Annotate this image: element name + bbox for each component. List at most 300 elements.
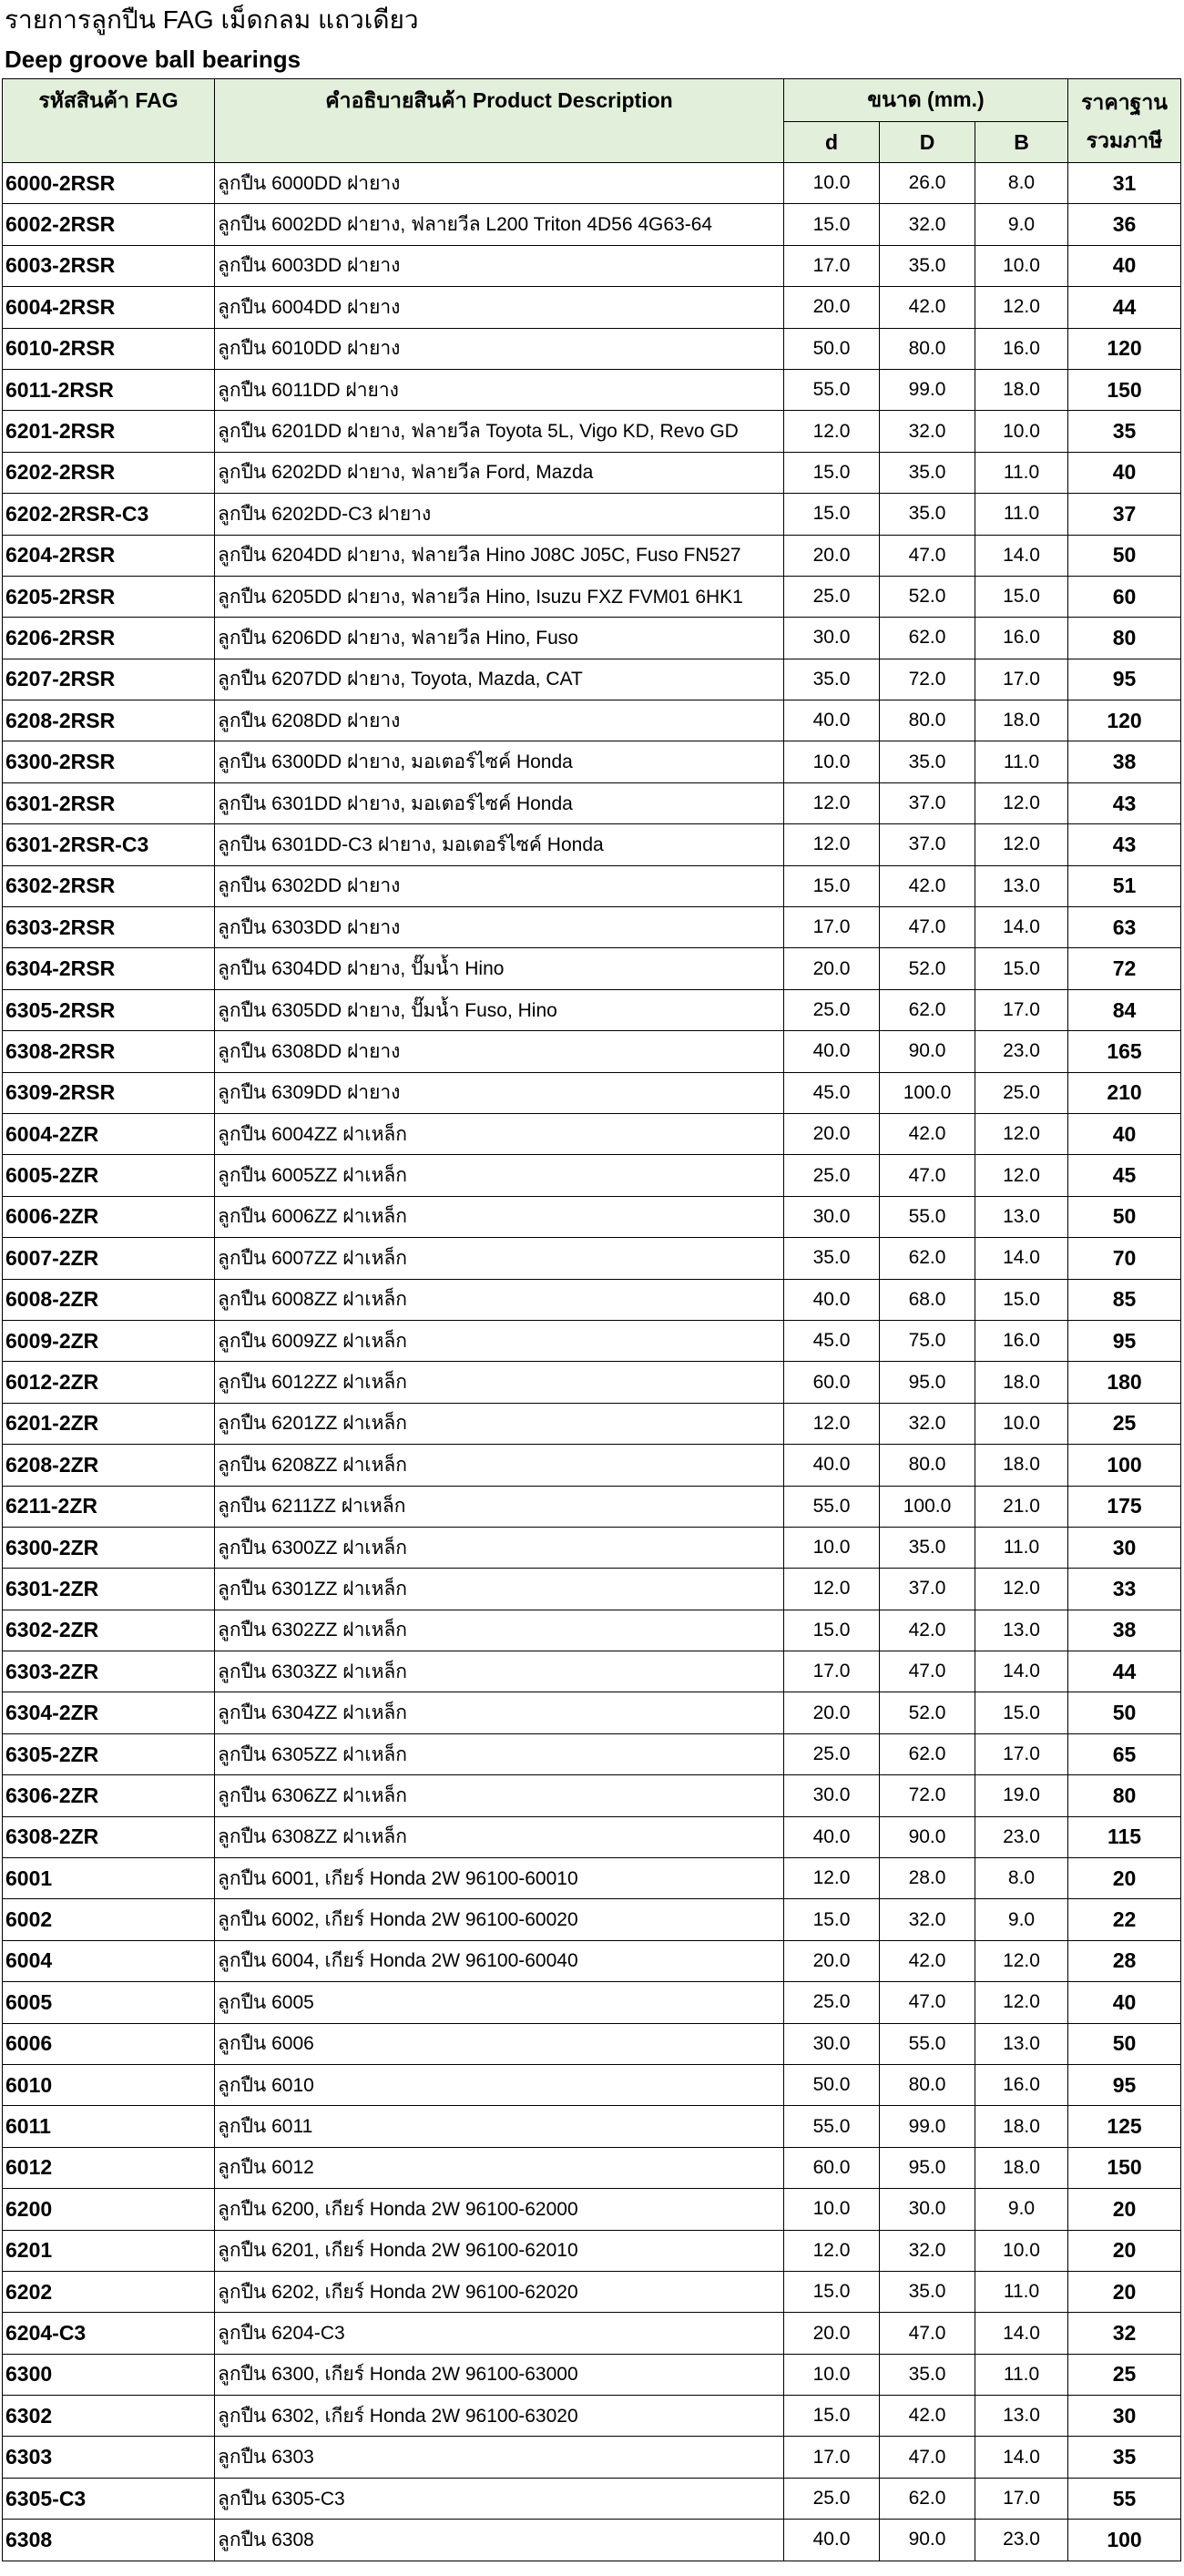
cell-code: 6303-2RSR: [3, 907, 215, 948]
cell-code: 6202-2RSR: [3, 452, 215, 493]
cell-description: ลูกปืน 6005: [215, 1982, 784, 2023]
table-row: [3, 1899, 1181, 1940]
table-row: [3, 245, 1181, 286]
table-row: [3, 824, 1181, 865]
cell-B: 11.0: [975, 741, 1068, 782]
cell-d: 20.0: [784, 1113, 880, 1154]
cell-price: 40: [1068, 452, 1181, 493]
cell-description: ลูกปืน 6208ZZ ฝาเหล็ก: [215, 1445, 784, 1486]
cell-price: 43: [1068, 782, 1181, 823]
table-row: [3, 1403, 1181, 1444]
cell-D: 95.0: [880, 1362, 975, 1403]
cell-code: 6000-2RSR: [3, 163, 215, 204]
cell-code: 6305-C3: [3, 2478, 215, 2519]
cell-code: 6300-2RSR: [3, 741, 215, 782]
table-row: [3, 411, 1181, 452]
cell-D: 35.0: [880, 1527, 975, 1568]
cell-code: 6008-2ZR: [3, 1279, 215, 1320]
cell-d: 20.0: [784, 1692, 880, 1733]
cell-code: 6004: [3, 1940, 215, 1981]
cell-d: 25.0: [784, 576, 880, 617]
cell-description: ลูกปืน 6006ZZ ฝาเหล็ก: [215, 1196, 784, 1237]
cell-description: ลูกปืน 6011DD ฝายาง: [215, 369, 784, 410]
cell-d: 15.0: [784, 2271, 880, 2312]
cell-D: 47.0: [880, 2313, 975, 2354]
table-row: [3, 1569, 1181, 1610]
cell-d: 10.0: [784, 163, 880, 204]
cell-D: 42.0: [880, 1113, 975, 1154]
cell-B: 16.0: [975, 328, 1068, 369]
cell-price: 30: [1068, 2396, 1181, 2437]
table-row: [3, 1320, 1181, 1361]
cell-description: ลูกปืน 6012ZZ ฝาเหล็ก: [215, 1362, 784, 1403]
cell-description: ลูกปืน 6012: [215, 2147, 784, 2188]
cell-price: 32: [1068, 2313, 1181, 2354]
cell-d: 50.0: [784, 328, 880, 369]
cell-price: 80: [1068, 618, 1181, 659]
cell-B: 21.0: [975, 1486, 1068, 1527]
cell-B: 16.0: [975, 1320, 1068, 1361]
cell-D: 62.0: [880, 989, 975, 1030]
cell-d: 20.0: [784, 2313, 880, 2354]
cell-d: 30.0: [784, 2023, 880, 2064]
cell-D: 35.0: [880, 741, 975, 782]
cell-code: 6204-C3: [3, 2313, 215, 2354]
cell-price: 165: [1068, 1031, 1181, 1072]
cell-price: 20: [1068, 2189, 1181, 2230]
cell-d: 17.0: [784, 2437, 880, 2478]
cell-description: ลูกปืน 6301DD-C3 ฝายาง, มอเตอร์ไซค์ Honda: [215, 824, 784, 865]
cell-code: 6202: [3, 2271, 215, 2312]
table-row: [3, 1196, 1181, 1237]
cell-D: 42.0: [880, 1940, 975, 1981]
table-row: [3, 2106, 1181, 2147]
cell-price: 44: [1068, 1651, 1181, 1692]
cell-d: 20.0: [784, 948, 880, 989]
cell-D: 42.0: [880, 1610, 975, 1651]
table-row: [3, 204, 1181, 245]
table-row: [3, 1445, 1181, 1486]
cell-description: ลูกปืน 6011: [215, 2106, 784, 2147]
cell-B: 23.0: [975, 1031, 1068, 1072]
table-row: [3, 2313, 1181, 2354]
cell-D: 62.0: [880, 618, 975, 659]
cell-D: 90.0: [880, 2520, 975, 2561]
cell-code: 6012-2ZR: [3, 1362, 215, 1403]
cell-B: 10.0: [975, 1403, 1068, 1444]
cell-description: ลูกปืน 6208DD ฝายาง: [215, 700, 784, 741]
cell-D: 47.0: [880, 907, 975, 948]
cell-price: 35: [1068, 2437, 1181, 2478]
cell-d: 12.0: [784, 782, 880, 823]
cell-code: 6002: [3, 1899, 215, 1940]
table-row: [3, 659, 1181, 700]
cell-B: 10.0: [975, 2230, 1068, 2271]
cell-code: 6208-2ZR: [3, 1445, 215, 1486]
cell-description: ลูกปืน 6201, เกียร์ Honda 2W 96100-62010: [215, 2230, 784, 2271]
header-B: B: [975, 122, 1068, 163]
cell-code: 6005: [3, 1982, 215, 2023]
cell-description: ลูกปืน 6306ZZ ฝาเหล็ก: [215, 1775, 784, 1816]
cell-code: 6002-2RSR: [3, 204, 215, 245]
cell-code: 6204-2RSR: [3, 535, 215, 576]
cell-description: ลูกปืน 6004, เกียร์ Honda 2W 96100-60040: [215, 1940, 784, 1981]
cell-code: 6304-2ZR: [3, 1692, 215, 1733]
cell-price: 25: [1068, 1403, 1181, 1444]
cell-B: 14.0: [975, 2313, 1068, 2354]
table-row: [3, 2478, 1181, 2519]
cell-code: 6308-2RSR: [3, 1031, 215, 1072]
cell-d: 35.0: [784, 1238, 880, 1279]
cell-code: 6004-2RSR: [3, 287, 215, 328]
cell-description: ลูกปืน 6202DD ฝายาง, ฟลายวีล Ford, Mazda: [215, 452, 784, 493]
cell-d: 12.0: [784, 2230, 880, 2271]
cell-price: 95: [1068, 2064, 1181, 2105]
cell-B: 12.0: [975, 1982, 1068, 2023]
cell-price: 85: [1068, 1279, 1181, 1320]
cell-D: 35.0: [880, 2354, 975, 2395]
table-body: [3, 163, 1181, 2561]
cell-code: 6003-2RSR: [3, 245, 215, 286]
header-d: d: [784, 122, 880, 163]
cell-D: 35.0: [880, 452, 975, 493]
cell-price: 22: [1068, 1899, 1181, 1940]
cell-D: 37.0: [880, 1569, 975, 1610]
cell-price: 50: [1068, 1692, 1181, 1733]
cell-code: 6006: [3, 2023, 215, 2064]
cell-B: 13.0: [975, 865, 1068, 906]
header-price-line2: รวมภาษี: [1086, 128, 1163, 152]
cell-code: 6211-2ZR: [3, 1486, 215, 1527]
cell-code: 6305-2ZR: [3, 1733, 215, 1774]
cell-price: 50: [1068, 2023, 1181, 2064]
cell-code: 6303: [3, 2437, 215, 2478]
cell-price: 33: [1068, 1569, 1181, 1610]
cell-B: 13.0: [975, 1196, 1068, 1237]
cell-D: 42.0: [880, 287, 975, 328]
cell-D: 28.0: [880, 1858, 975, 1899]
cell-B: 11.0: [975, 452, 1068, 493]
cell-description: ลูกปืน 6009ZZ ฝาเหล็ก: [215, 1320, 784, 1361]
table-row: [3, 287, 1181, 328]
cell-code: 6207-2RSR: [3, 659, 215, 700]
cell-code: 6301-2RSR: [3, 782, 215, 823]
header-size-group: ขนาด (mm.): [784, 79, 1068, 122]
cell-D: 68.0: [880, 1279, 975, 1320]
cell-d: 55.0: [784, 2106, 880, 2147]
cell-B: 15.0: [975, 576, 1068, 617]
cell-price: 120: [1068, 700, 1181, 741]
cell-B: 19.0: [975, 1775, 1068, 1816]
cell-D: 47.0: [880, 1651, 975, 1692]
cell-d: 15.0: [784, 865, 880, 906]
table-row: [3, 1072, 1181, 1113]
cell-B: 9.0: [975, 204, 1068, 245]
cell-B: 11.0: [975, 494, 1068, 535]
table-row: [3, 1279, 1181, 1320]
cell-D: 55.0: [880, 2023, 975, 2064]
cell-code: 6303-2ZR: [3, 1651, 215, 1692]
cell-D: 99.0: [880, 2106, 975, 2147]
cell-description: ลูกปืน 6302DD ฝายาง: [215, 865, 784, 906]
cell-code: 6306-2ZR: [3, 1775, 215, 1816]
cell-B: 17.0: [975, 2478, 1068, 2519]
table-row: [3, 1113, 1181, 1154]
cell-code: 6308-2ZR: [3, 1816, 215, 1857]
cell-D: 35.0: [880, 494, 975, 535]
header-code: รหัสสินค้า FAG: [3, 79, 215, 163]
cell-price: 40: [1068, 245, 1181, 286]
cell-code: 6300-2ZR: [3, 1527, 215, 1568]
cell-description: ลูกปืน 6003DD ฝายาง: [215, 245, 784, 286]
cell-price: 63: [1068, 907, 1181, 948]
cell-D: 80.0: [880, 2064, 975, 2105]
cell-description: ลูกปืน 6305DD ฝายาง, ปั๊มน้ำ Fuso, Hino: [215, 989, 784, 1030]
cell-d: 17.0: [784, 907, 880, 948]
cell-description: ลูกปืน 6201ZZ ฝาเหล็ก: [215, 1403, 784, 1444]
cell-description: ลูกปืน 6002, เกียร์ Honda 2W 96100-60020: [215, 1899, 784, 1940]
cell-D: 52.0: [880, 576, 975, 617]
table-header: [3, 79, 1181, 163]
cell-B: 12.0: [975, 782, 1068, 823]
cell-d: 15.0: [784, 2396, 880, 2437]
cell-price: 50: [1068, 1196, 1181, 1237]
cell-price: 175: [1068, 1486, 1181, 1527]
cell-B: 18.0: [975, 2147, 1068, 2188]
cell-description: ลูกปืน 6201DD ฝายาง, ฟลายวีล Toyota 5L, Vigo KD, Revo GD: [215, 411, 784, 452]
cell-d: 45.0: [784, 1072, 880, 1113]
cell-d: 12.0: [784, 1403, 880, 1444]
cell-D: 62.0: [880, 1238, 975, 1279]
cell-description: ลูกปืน 6308: [215, 2520, 784, 2561]
cell-description: ลูกปืน 6004DD ฝายาง: [215, 287, 784, 328]
cell-d: 40.0: [784, 1445, 880, 1486]
table-row: [3, 782, 1181, 823]
cell-description: ลูกปืน 6303DD ฝายาง: [215, 907, 784, 948]
cell-description: ลูกปืน 6000DD ฝายาง: [215, 163, 784, 204]
cell-d: 15.0: [784, 452, 880, 493]
cell-B: 18.0: [975, 369, 1068, 410]
cell-price: 125: [1068, 2106, 1181, 2147]
cell-D: 42.0: [880, 2396, 975, 2437]
page-title: รายการลูกปืน FAG เม็ดกลม แถวเดียว: [5, 5, 419, 34]
cell-description: ลูกปืน 6309DD ฝายาง: [215, 1072, 784, 1113]
cell-price: 20: [1068, 2271, 1181, 2312]
cell-price: 120: [1068, 328, 1181, 369]
table-row: [3, 328, 1181, 369]
cell-description: ลูกปืน 6301DD ฝายาง, มอเตอร์ไซค์ Honda: [215, 782, 784, 823]
cell-d: 25.0: [784, 1155, 880, 1196]
table-row: [3, 2520, 1181, 2561]
cell-price: 20: [1068, 2230, 1181, 2271]
cell-price: 80: [1068, 1775, 1181, 1816]
cell-D: 62.0: [880, 2478, 975, 2519]
cell-d: 15.0: [784, 204, 880, 245]
table-row: [3, 2271, 1181, 2312]
cell-d: 30.0: [784, 618, 880, 659]
cell-B: 25.0: [975, 1072, 1068, 1113]
cell-d: 30.0: [784, 1775, 880, 1816]
cell-description: ลูกปืน 6302ZZ ฝาเหล็ก: [215, 1610, 784, 1651]
cell-d: 10.0: [784, 2354, 880, 2395]
cell-D: 80.0: [880, 328, 975, 369]
cell-code: 6304-2RSR: [3, 948, 215, 989]
cell-D: 35.0: [880, 2271, 975, 2312]
cell-d: 35.0: [784, 659, 880, 700]
cell-d: 40.0: [784, 1816, 880, 1857]
cell-B: 18.0: [975, 1445, 1068, 1486]
page-subtitle: Deep groove ball bearings: [5, 46, 301, 73]
cell-B: 18.0: [975, 2106, 1068, 2147]
cell-price: 25: [1068, 2354, 1181, 2395]
table-row: [3, 576, 1181, 617]
cell-code: 6302-2RSR: [3, 865, 215, 906]
cell-price: 72: [1068, 948, 1181, 989]
table-row: [3, 700, 1181, 741]
cell-code: 6010-2RSR: [3, 328, 215, 369]
cell-price: 40: [1068, 1113, 1181, 1154]
cell-d: 15.0: [784, 1899, 880, 1940]
cell-code: 6006-2ZR: [3, 1196, 215, 1237]
cell-price: 55: [1068, 2478, 1181, 2519]
cell-description: ลูกปืน 6206DD ฝายาง, ฟลายวีล Hino, Fuso: [215, 618, 784, 659]
cell-code: 6004-2ZR: [3, 1113, 215, 1154]
table-row: [3, 2023, 1181, 2064]
cell-d: 15.0: [784, 1610, 880, 1651]
table-row: [3, 741, 1181, 782]
cell-B: 10.0: [975, 411, 1068, 452]
cell-D: 80.0: [880, 700, 975, 741]
cell-B: 17.0: [975, 659, 1068, 700]
cell-code: 6305-2RSR: [3, 989, 215, 1030]
table-row: [3, 2396, 1181, 2437]
cell-code: 6302-2ZR: [3, 1610, 215, 1651]
cell-code: 6011: [3, 2106, 215, 2147]
cell-description: ลูกปืน 6007ZZ ฝาเหล็ก: [215, 1238, 784, 1279]
cell-d: 30.0: [784, 1196, 880, 1237]
cell-price: 37: [1068, 494, 1181, 535]
cell-B: 13.0: [975, 2023, 1068, 2064]
cell-B: 12.0: [975, 1155, 1068, 1196]
cell-B: 13.0: [975, 1610, 1068, 1651]
cell-code: 6302: [3, 2396, 215, 2437]
cell-d: 15.0: [784, 494, 880, 535]
cell-description: ลูกปืน 6202DD-C3 ฝายาง: [215, 494, 784, 535]
cell-D: 47.0: [880, 1155, 975, 1196]
cell-D: 90.0: [880, 1816, 975, 1857]
cell-description: ลูกปืน 6204DD ฝายาง, ฟลายวีล Hino J08C J05C, Fuso FN527: [215, 535, 784, 576]
table-row: [3, 163, 1181, 204]
cell-D: 47.0: [880, 2437, 975, 2478]
cell-B: 16.0: [975, 618, 1068, 659]
cell-price: 84: [1068, 989, 1181, 1030]
table-row: [3, 1733, 1181, 1774]
cell-d: 12.0: [784, 1858, 880, 1899]
table-row: [3, 1155, 1181, 1196]
table-row: [3, 1362, 1181, 1403]
table-row: [3, 618, 1181, 659]
cell-code: 6202-2RSR-C3: [3, 494, 215, 535]
cell-B: 16.0: [975, 2064, 1068, 2105]
cell-code: 6205-2RSR: [3, 576, 215, 617]
cell-D: 37.0: [880, 824, 975, 865]
cell-price: 35: [1068, 411, 1181, 452]
cell-D: 52.0: [880, 1692, 975, 1733]
cell-code: 6012: [3, 2147, 215, 2188]
cell-d: 45.0: [784, 1320, 880, 1361]
cell-description: ลูกปืน 6006: [215, 2023, 784, 2064]
cell-description: ลูกปืน 6304ZZ ฝาเหล็ก: [215, 1692, 784, 1733]
cell-price: 30: [1068, 1527, 1181, 1568]
cell-d: 55.0: [784, 369, 880, 410]
cell-D: 32.0: [880, 1403, 975, 1444]
table-row: [3, 1692, 1181, 1733]
table-row: [3, 2064, 1181, 2105]
cell-price: 38: [1068, 1610, 1181, 1651]
cell-D: 35.0: [880, 245, 975, 286]
cell-description: ลูกปืน 6211ZZ ฝาเหล็ก: [215, 1486, 784, 1527]
table-row: [3, 1651, 1181, 1692]
cell-d: 25.0: [784, 989, 880, 1030]
cell-B: 9.0: [975, 2189, 1068, 2230]
cell-code: 6301-2ZR: [3, 1569, 215, 1610]
header-D: D: [880, 122, 975, 163]
table-row: [3, 369, 1181, 410]
cell-B: 14.0: [975, 535, 1068, 576]
cell-D: 32.0: [880, 1899, 975, 1940]
cell-d: 17.0: [784, 245, 880, 286]
cell-d: 10.0: [784, 1527, 880, 1568]
table-row: [3, 2189, 1181, 2230]
cell-B: 12.0: [975, 287, 1068, 328]
cell-price: 150: [1068, 369, 1181, 410]
cell-price: 60: [1068, 576, 1181, 617]
cell-d: 20.0: [784, 535, 880, 576]
cell-price: 100: [1068, 2520, 1181, 2561]
cell-d: 50.0: [784, 2064, 880, 2105]
cell-d: 25.0: [784, 2478, 880, 2519]
cell-B: 14.0: [975, 1238, 1068, 1279]
cell-d: 60.0: [784, 2147, 880, 2188]
cell-B: 15.0: [975, 1692, 1068, 1733]
cell-d: 12.0: [784, 1569, 880, 1610]
cell-D: 100.0: [880, 1072, 975, 1113]
cell-description: ลูกปืน 6308ZZ ฝาเหล็ก: [215, 1816, 784, 1857]
cell-code: 6010: [3, 2064, 215, 2105]
cell-D: 75.0: [880, 1320, 975, 1361]
cell-code: 6200: [3, 2189, 215, 2230]
cell-B: 18.0: [975, 700, 1068, 741]
cell-D: 32.0: [880, 204, 975, 245]
cell-code: 6007-2ZR: [3, 1238, 215, 1279]
cell-B: 11.0: [975, 1527, 1068, 1568]
cell-d: 25.0: [784, 1733, 880, 1774]
cell-d: 20.0: [784, 287, 880, 328]
cell-B: 12.0: [975, 1569, 1068, 1610]
cell-B: 12.0: [975, 824, 1068, 865]
table-row: [3, 494, 1181, 535]
cell-price: 51: [1068, 865, 1181, 906]
cell-code: 6309-2RSR: [3, 1072, 215, 1113]
cell-price: 44: [1068, 287, 1181, 328]
header-price-line1: ราคาฐาน: [1081, 89, 1168, 114]
cell-code: 6201: [3, 2230, 215, 2271]
cell-B: 13.0: [975, 2396, 1068, 2437]
cell-price: 38: [1068, 741, 1181, 782]
cell-D: 26.0: [880, 163, 975, 204]
cell-price: 115: [1068, 1816, 1181, 1857]
cell-description: ลูกปืน 6207DD ฝายาง, Toyota, Mazda, CAT: [215, 659, 784, 700]
